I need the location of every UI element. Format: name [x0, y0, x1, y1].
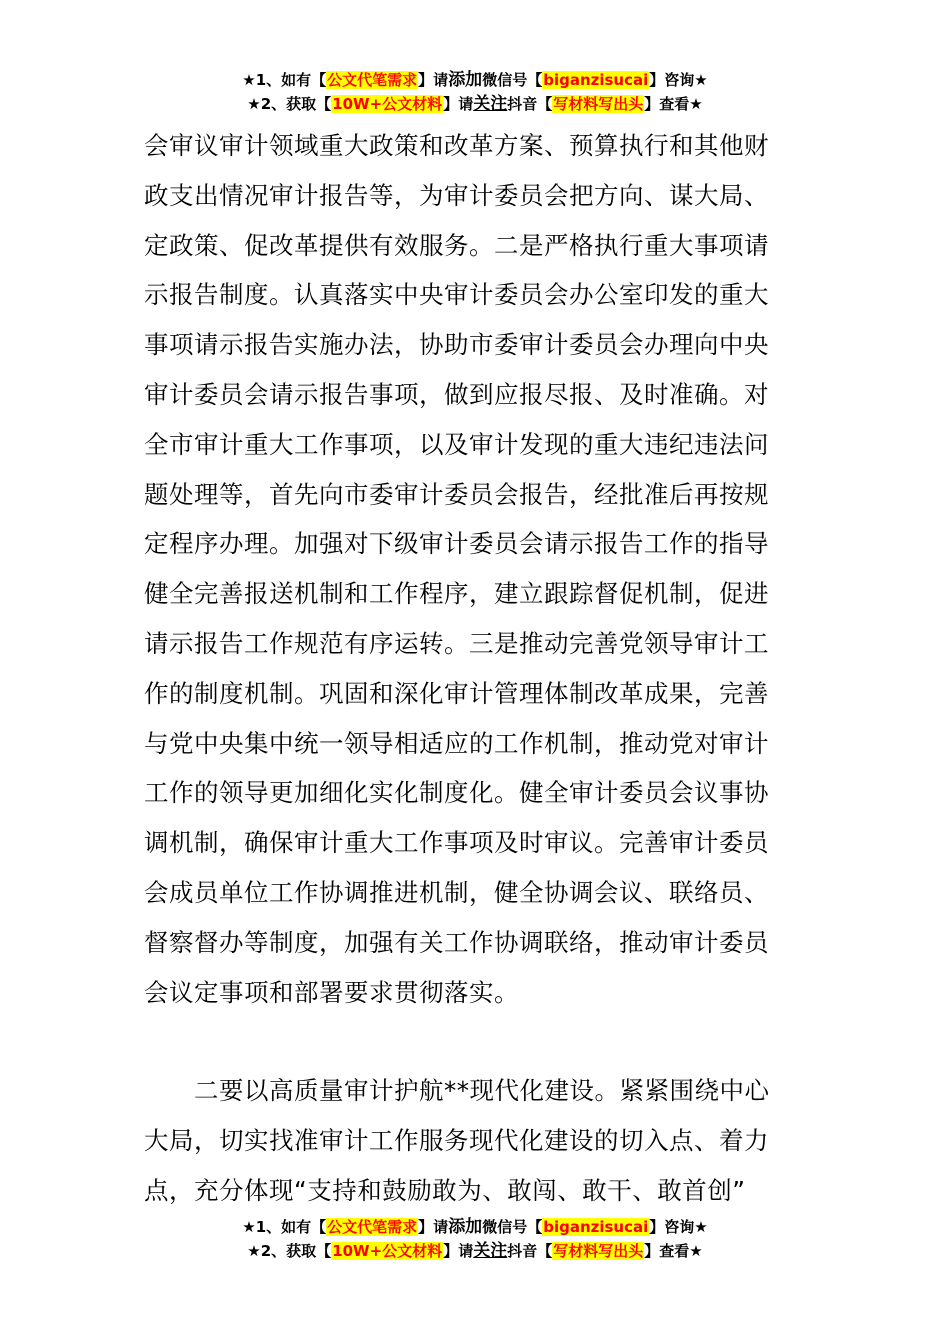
text-line: 政支出情况审计报告等，为审计委员会把方向、谋大局、 [144, 180, 769, 210]
banner-text: ★1、如有【 [242, 1218, 327, 1236]
header-banner [0, 68, 950, 116]
banner-emphasis: 添加 [448, 70, 483, 90]
text-line: 全市审计重大工作事项，以及审计发现的重大违纪违法问 [144, 429, 769, 459]
text-line: 会议定事项和部署要求贯彻落实。 [144, 977, 519, 1007]
text-line: 题处理等，首先向市委审计委员会报告，经批准后再按规 [144, 479, 769, 509]
highlight-wechat-id: biganzisucai [543, 71, 649, 89]
banner-line-2 [0, 1239, 950, 1263]
text-line: 请示报告工作规范有序运转。三是推动完善党领导审计工 [144, 628, 769, 658]
banner-text: 】请 [443, 1242, 474, 1260]
text-line: 点，充分体现“支持和鼓励敢为、敢闯、敢干、敢首创” [144, 1175, 746, 1205]
banner-line-1 [0, 1215, 950, 1239]
footer-banner [0, 1215, 950, 1263]
text-line: 定政策、促改革提供有效服务。二是严格执行重大事项请 [144, 230, 769, 260]
banner-text: 】查看★ [644, 95, 703, 113]
highlight-service: 公文代笔需求 [327, 71, 418, 89]
banner-line-1 [0, 68, 950, 92]
highlight-douyin-id: 写材料写出头 [553, 1242, 644, 1260]
highlight-douyin-id: 写材料写出头 [553, 95, 644, 113]
text-line: 定程序办理。加强对下级审计委员会请示报告工作的指导 [144, 529, 769, 559]
banner-text: 抖音【 [507, 1242, 553, 1260]
banner-text: 】咨询★ [649, 71, 708, 89]
text-line: 二要以高质量审计护航**现代化建设。紧紧围绕中心 [194, 1076, 770, 1105]
highlight-materials: 10W+公文材料 [332, 95, 443, 113]
banner-line-2 [0, 92, 950, 116]
banner-text: 】请 [418, 71, 449, 89]
text-line: 调机制，确保审计重大工作事项及时审议。完善审计委员 [144, 828, 769, 858]
banner-text: ★1、如有【 [242, 71, 327, 89]
banner-text: 】请 [418, 1218, 449, 1236]
banner-text: 】查看★ [644, 1242, 703, 1260]
banner-text: 微信号【 [482, 1218, 543, 1236]
banner-text: ★2、获取【 [247, 1242, 332, 1260]
paragraph-1 [144, 121, 814, 1017]
banner-emphasis: 添加 [448, 1217, 483, 1237]
banner-emphasis: 关注 [473, 94, 508, 114]
banner-text: 微信号【 [482, 71, 543, 89]
highlight-service: 公文代笔需求 [327, 1218, 418, 1236]
text-line: 督察督办等制度，加强有关工作协调联络，推动审计委员 [144, 927, 769, 957]
paragraph-2 [144, 1066, 814, 1215]
banner-text: 】咨询★ [649, 1218, 708, 1236]
text-line: 作的制度机制。巩固和深化审计管理体制改革成果，完善 [144, 678, 769, 708]
text-line: 事项请示报告实施办法，协助市委审计委员会办理向中央 [144, 330, 769, 360]
text-line: 健全完善报送机制和工作程序，建立跟踪督促机制，促进 [144, 579, 769, 609]
banner-text: ★2、获取【 [247, 95, 332, 113]
banner-emphasis: 关注 [473, 1241, 508, 1261]
text-line: 会成员单位工作协调推进机制，健全协调会议、联络员、 [144, 877, 769, 907]
text-line: 会审议审计领域重大政策和改革方案、预算执行和其他财 [144, 131, 769, 160]
text-line: 示报告制度。认真落实中央审计委员会办公室印发的重大 [144, 280, 769, 310]
banner-text: 】请 [443, 95, 474, 113]
banner-text: 抖音【 [507, 95, 553, 113]
text-line: 与党中央集中统一领导相适应的工作机制，推动党对审计 [144, 728, 769, 758]
text-line: 工作的领导更加细化实化制度化。健全审计委员会议事协 [144, 778, 769, 808]
highlight-wechat-id: biganzisucai [543, 1218, 649, 1236]
text-line: 大局，切实找准审计工作服务现代化建设的切入点、着力 [144, 1125, 769, 1155]
highlight-materials: 10W+公文材料 [332, 1242, 443, 1260]
text-line: 审计委员会请示报告事项，做到应报尽报、及时准确。对 [144, 379, 769, 409]
